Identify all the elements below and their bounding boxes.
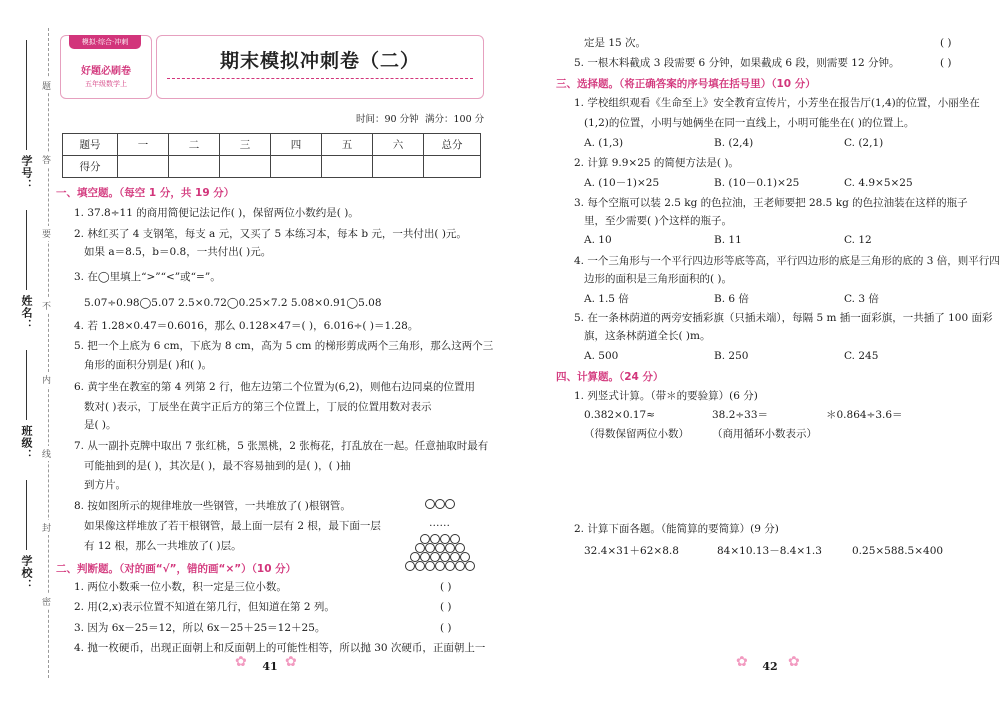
pipe-circle [445,499,455,509]
calc-note: （得数保留两位小数） [584,428,689,440]
score-input-cell[interactable] [322,156,373,178]
exam-title: 期末模拟冲刺卷（二） [219,50,420,72]
pipe-circle [405,561,415,571]
option-a[interactable]: A. 1.5 倍 [584,293,629,305]
question-line: 3. 在◯里填上“>”“<”或“=”。 [74,271,221,283]
question-line: 3. 因为 6x－25＝12，所以 6x－25＋25＝12＋25。 [74,622,326,634]
table-cell: 题号 [63,134,118,156]
question-line: 5. 在一条林荫道的两旁安插彩旗（只插未端），每隔 5 m 插一面彩旗，一共插了 100 面彩 [574,312,993,324]
question-line: 2. 林红买了 4 支钢笔，每支 a 元，又买了 5 本练习本，每本 b 元，一共付出( )元。 [74,228,467,240]
question-line: 到方片。 [84,479,126,491]
question-line: 6. 黄宇坐在教室的第 4 列第 2 行，他左边第二个位置为(6,2)，则他右边同桌的位置用 [74,381,475,393]
pipe-circle [435,499,445,509]
answer-paren[interactable]: ( ) [440,622,452,634]
seal-mark: 答 [42,152,51,167]
calc-item: 84×10.13－8.4×1.3 [717,545,822,557]
calc-item: 0.25×588.5×400 [852,545,944,557]
score-table-header-row [63,134,481,156]
section-choice-heading: 三、选择题。（将正确答案的序号填在括号里）（10 分） [556,78,816,90]
question-line: 角形的面积分别是( )和( )。 [84,359,213,371]
palm-icon: ✿ [285,654,297,670]
answer-paren[interactable]: ( ) [440,581,452,593]
question-line: 1. 学校组织观看《生命至上》安全教育宣传片，小芳坐在报告厅(1,4)的位置，小丽坐在 [574,97,980,109]
badge-name: 好题必刷卷 [81,66,131,77]
calc-note: （商用循环小数表示） [712,428,817,440]
question-line: 里，至少需要( )个这样的瓶子。 [584,215,733,227]
pipe-circle [425,499,435,509]
question-line: 旗，这条林荫道全长( )m。 [584,330,711,342]
table-cell: 六 [373,134,424,156]
score-input-cell[interactable] [118,156,169,178]
question-line: 如果 a＝8.5，b＝0.8，一共付出( )元。 [84,246,272,258]
question-line: 边形的面积是三角形面积的( )。 [584,273,733,285]
pipe-circle [445,561,455,571]
class-blank [26,350,27,420]
score-input-cell[interactable] [271,156,322,178]
section-calc-heading: 四、计算题。（24 分） [556,371,664,383]
option-a[interactable]: A. 500 [584,350,619,362]
binding-line [48,28,49,678]
seal-mark: 题 [42,78,51,93]
seal-mark: 要 [42,226,51,241]
palm-icon: ✿ [736,654,748,670]
student-id-label: 学号： [20,155,33,191]
question-line: 3. 每个空瓶可以装 2.5 kg 的色拉油，王老师要把 28.5 kg 的色拉油装在这样的瓶子 [574,197,968,209]
question-line: 有 12 根，那么一共堆放了( )层。 [84,540,242,552]
question-line: 是( )。 [84,419,117,431]
table-cell: 三 [220,134,271,156]
option-a[interactable]: A. (1,3) [584,137,624,149]
seal-mark: 密 [42,594,51,609]
page-number: 41 [262,660,278,673]
answer-paren[interactable]: ( ) [440,601,452,613]
option-b[interactable]: B. 6 倍 [714,293,749,305]
question-line: 5. 一根木料截成 3 段需要 6 分钟，如果截成 6 段，则需要 12 分钟。 [574,57,900,69]
question-line: 1. 两位小数乘一位小数，积一定是三位小数。 [74,581,287,593]
option-b[interactable]: B. (2,4) [714,137,754,149]
answer-paren[interactable]: ( ) [940,37,952,49]
badge-grade: 五年级数学上 [85,80,127,88]
name-label: 姓名： [20,295,33,331]
palm-icon: ✿ [235,654,247,670]
palm-icon: ✿ [788,654,800,670]
score-input-cell[interactable] [373,156,424,178]
badge-tag: 模拟·综合·冲刺 [69,35,141,49]
score-input-cell[interactable] [424,156,481,178]
question-line: 7. 从一副扑克牌中取出 7 张红桃，5 张黑桃，2 张梅花，打乱放在一起。任意抽取时最有 [74,440,489,452]
question-line: 数对( )表示，丁辰坐在黄宇正后方的第三个位置上，丁辰的位置用数对表示 [84,401,432,413]
option-c[interactable]: C. 12 [844,234,872,246]
table-cell: 四 [271,134,322,156]
pipe-circle [425,561,435,571]
seal-mark: 封 [42,520,51,535]
class-label: 班级： [20,425,33,461]
pipe-circle [455,561,465,571]
option-a[interactable]: A. 10 [584,234,612,246]
question-line: 4. 抛一枚硬币，出现正面朝上和反面朝上的可能性相等，所以抛 30 次硬币，正面朝上一 [74,642,486,654]
option-c[interactable]: C. (2,1) [844,137,884,149]
option-b[interactable]: B. 250 [714,350,749,362]
student-id-blank [26,40,27,150]
answer-paren[interactable]: ( ) [940,57,952,69]
question-line: 2. 用(2,x)表示位置不知道在第几行，但知道在第 2 列。 [74,601,335,613]
series-badge [60,35,152,99]
title-box [156,35,484,99]
table-cell: 总分 [424,134,481,156]
question-line: 5. 把一个上底为 6 cm，下底为 8 cm，高为 5 cm 的梯形剪成两个三角形，那么这两个三 [74,340,494,352]
question-line: 2. 计算下面各题。（能简算的要简算）(9 分) [574,523,779,535]
table-cell: 一 [118,134,169,156]
seal-mark: 线 [42,446,51,461]
table-cell: 得分 [63,156,118,178]
question-line: 1. 37.8÷11 的商用简便记法记作( )，保留两位小数约是( )。 [74,207,359,219]
name-blank [26,210,27,290]
title-rule [167,78,473,79]
question-line: 1. 列竖式计算。（带＊的要验算）(6 分) [574,390,758,402]
option-b[interactable]: B. (10－0.1)×25 [714,177,800,189]
question-line: 可能抽到的是( )，其次是( )，最不容易抽到的是( )，( )抽 [84,460,351,472]
pipe-circle [435,561,445,571]
section-fill-in-heading: 一、填空题。（每空 1 分，共 19 分） [56,187,235,199]
option-a[interactable]: A. (10－1)×25 [584,177,660,189]
question-line: 5.07÷0.98◯5.07 2.5×0.72◯0.25×7.2 5.08×0.91◯5.08 [84,297,382,309]
score-table [62,133,481,178]
pipe-circle [415,561,425,571]
option-c[interactable]: C. 3 倍 [844,293,879,305]
calc-item: ＊0.864÷3.6＝ [826,409,903,421]
school-blank [26,480,27,550]
exam-full-score: 满分：100 分 [425,114,485,125]
question-line: 定是 15 次。 [584,37,647,49]
question-line: 2. 计算 9.9×25 的简便方法是( )。 [574,157,739,169]
section-judgement-heading: 二、判断题。（对的画“√”，错的画“×”）（10 分） [56,563,297,575]
exam-time: 时间：90 分钟 [356,114,419,125]
option-c[interactable]: C. 4.9×5×25 [844,177,913,189]
table-cell: 五 [322,134,373,156]
page-number: 42 [762,660,778,673]
calc-item: 0.382×0.17≈ [584,409,656,421]
question-line: 8. 按如图所示的规律堆放一些钢管，一共堆放了( )根钢管。 [74,500,351,512]
page-right [500,0,1000,708]
pipe-circle [465,561,475,571]
school-label: 学校： [20,555,33,591]
score-table-score-row [63,156,481,178]
figure-ellipsis: …… [429,517,450,529]
calc-item: 38.2÷33＝ [712,409,769,421]
question-line: 如果像这样堆放了若干根钢管，最上面一层有 2 根，最下面一层 [84,520,381,532]
question-line: (1,2)的位置，小明与她俩坐在同一直线上，小明可能坐在( )的位置上。 [584,117,915,129]
question-line: 4. 一个三角形与一个平行四边形等底等高，平行四边形的底是三角形的底的 3 倍，则平行四 [574,255,1000,267]
question-line: 4. 若 1.28×0.47＝0.6016，那么 0.128×47＝( )，6.016÷( )＝1.28。 [74,320,419,332]
option-c[interactable]: C. 245 [844,350,879,362]
table-cell: 二 [169,134,220,156]
option-b[interactable]: B. 11 [714,234,742,246]
seal-mark: 内 [42,372,51,387]
seal-mark: 不 [42,298,51,313]
score-input-cell[interactable] [220,156,271,178]
score-input-cell[interactable] [169,156,220,178]
calc-item: 32.4×31＋62×8.8 [584,545,679,557]
